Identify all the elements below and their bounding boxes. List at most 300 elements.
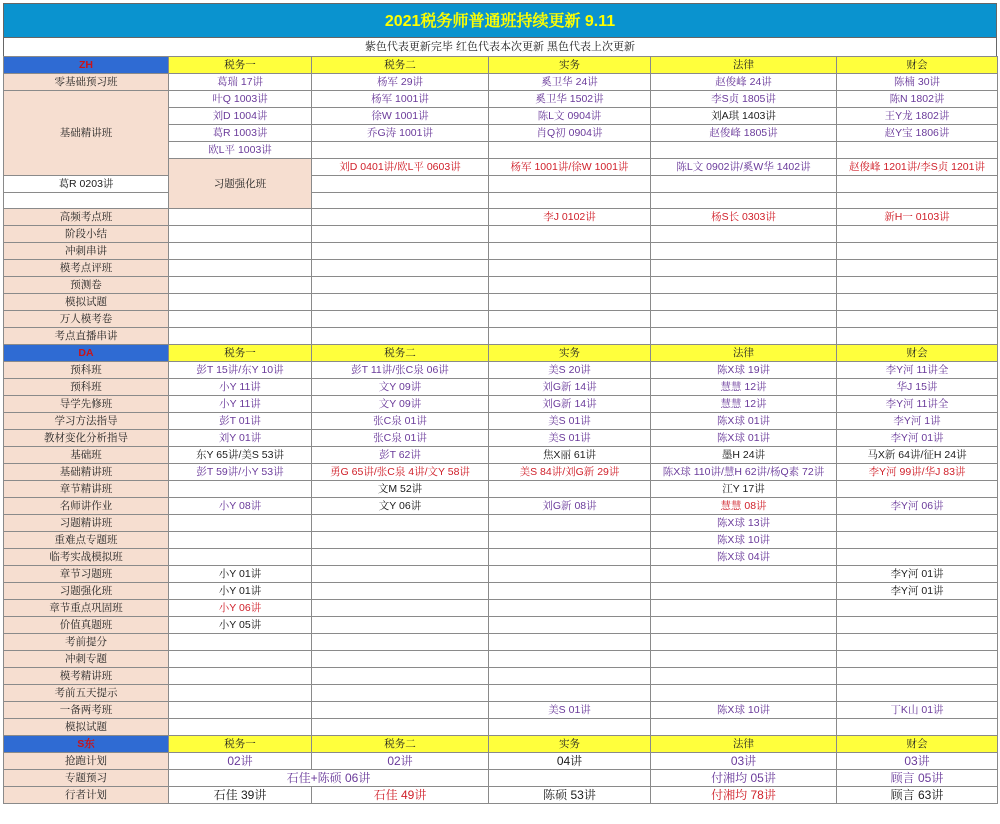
table-row <box>4 396 998 413</box>
cell-text: 04讲 <box>556 754 583 768</box>
cell-text: 奚卫华 1502讲 <box>535 93 604 105</box>
table-cell <box>169 91 312 108</box>
cell-text: 付湘均 78讲 <box>711 788 776 802</box>
section-header-row <box>4 345 998 362</box>
table-cell <box>837 430 998 447</box>
cell-text: 文M 52讲 <box>377 483 423 495</box>
table-cell <box>651 226 837 243</box>
table-cell <box>651 464 837 481</box>
cell-text: 陈X球 01讲 <box>716 432 771 444</box>
table-cell <box>489 125 651 142</box>
table-cell <box>651 481 837 498</box>
table-cell <box>489 787 651 804</box>
table-cell <box>837 396 998 413</box>
cell-text: 石佳 39讲 <box>213 788 267 802</box>
section-header-row <box>4 57 998 74</box>
table-cell <box>837 753 998 770</box>
table-cell <box>489 532 651 549</box>
cell-text: 慧慧 08讲 <box>720 500 767 512</box>
table-row <box>4 634 998 651</box>
cell-text: 叶Q 1003讲 <box>212 93 268 105</box>
table-cell <box>489 430 651 447</box>
table-cell <box>837 770 998 787</box>
cell-text: 李Y河 06讲 <box>890 500 944 512</box>
table-cell <box>651 787 837 804</box>
table-row <box>4 243 998 260</box>
schedule-sheet <box>3 3 997 804</box>
cell-text: 李Y河 01讲 <box>890 568 944 580</box>
table-row <box>4 702 998 719</box>
table-cell <box>312 328 489 345</box>
table-cell <box>651 719 837 736</box>
row-label: 高频考点班 <box>4 209 169 226</box>
table-cell <box>312 209 489 226</box>
cell-text: 葛瑞 17讲 <box>216 76 264 88</box>
table-cell <box>651 328 837 345</box>
table-row <box>4 549 998 566</box>
table-cell <box>169 532 312 549</box>
table-cell <box>169 362 312 379</box>
cell-text: 赵Y宝 1806讲 <box>884 127 950 139</box>
table-cell <box>837 634 998 651</box>
subject-header: 实务 <box>489 345 651 362</box>
cell-text: 彭T 15讲/东Y 10讲 <box>196 364 284 376</box>
row-label: 章节重点巩固班 <box>4 600 169 617</box>
subject-header: 税务二 <box>312 57 489 74</box>
table-cell <box>169 379 312 396</box>
row-label: 教材变化分析指导 <box>4 430 169 447</box>
cell-text: 小Y 01讲 <box>218 585 262 597</box>
table-cell <box>489 515 651 532</box>
cell-text: 刘G新 14讲 <box>542 398 597 410</box>
cell-text: 陈X球 110讲/慧H 62讲/杨Q素 72讲 <box>662 466 825 478</box>
table-cell <box>169 668 312 685</box>
table-cell <box>651 176 837 193</box>
table-cell <box>312 549 489 566</box>
section-header-row <box>4 736 998 753</box>
table-cell <box>489 311 651 328</box>
cell-text: 小Y 11讲 <box>219 398 261 410</box>
table-cell <box>169 430 312 447</box>
table-row <box>4 447 998 464</box>
table-cell <box>651 583 837 600</box>
table-cell <box>651 430 837 447</box>
cell-text: 慧慧 12讲 <box>720 398 767 410</box>
cell-text: 陈X球 13讲 <box>716 517 771 529</box>
table-cell <box>651 108 837 125</box>
table-cell <box>312 413 489 430</box>
table-cell <box>837 362 998 379</box>
cell-text: 勇G 65讲/张C泉 4讲/文Y 58讲 <box>330 466 470 478</box>
row-label: 专题预习 <box>4 770 169 787</box>
row-label: 预测卷 <box>4 277 169 294</box>
table-cell <box>489 668 651 685</box>
cell-text: 赵俊峰 1805讲 <box>709 127 778 139</box>
table-cell <box>312 91 489 108</box>
table-cell <box>312 142 489 159</box>
table-cell <box>169 481 312 498</box>
cell-text: 小Y 05讲 <box>218 619 262 631</box>
cell-text: 刘Y 01讲 <box>218 432 262 444</box>
row-label: 导学先修班 <box>4 396 169 413</box>
cell-text: 新H一 0103讲 <box>884 211 950 223</box>
row-label: 模拟试题 <box>4 294 169 311</box>
cell-text: 文Y 06讲 <box>378 500 422 512</box>
table-cell <box>169 515 312 532</box>
table-cell <box>489 142 651 159</box>
cell-text: 陈楠 30讲 <box>893 76 941 88</box>
table-cell <box>312 125 489 142</box>
table-row <box>4 532 998 549</box>
cell-text: 赵俊峰 24讲 <box>715 76 772 88</box>
table-cell <box>837 243 998 260</box>
cell-text: 李J 0102讲 <box>543 211 596 223</box>
table-cell <box>169 634 312 651</box>
row-label: 万人模考卷 <box>4 311 169 328</box>
table-cell <box>4 193 169 209</box>
subject-header: 法律 <box>651 57 837 74</box>
table-cell <box>651 634 837 651</box>
table-row <box>4 209 998 226</box>
row-label: 考点直播串讲 <box>4 328 169 345</box>
table-cell <box>651 498 837 515</box>
subject-header: 财会 <box>837 57 998 74</box>
table-cell <box>651 311 837 328</box>
cell-text: 陈X球 10讲 <box>716 704 771 716</box>
row-label: 抢跑计划 <box>4 753 169 770</box>
schedule-table <box>3 56 998 804</box>
cell-text: 东Y 65讲/美S 53讲 <box>196 449 284 461</box>
row-label: 预科班 <box>4 379 169 396</box>
color-legend: 紫色代表更新完毕 红色代表本次更新 黑色代表上次更新 <box>3 38 997 56</box>
table-cell <box>837 142 998 159</box>
table-cell <box>651 91 837 108</box>
cell-text: 小Y 01讲 <box>218 568 262 580</box>
table-cell <box>312 617 489 634</box>
cell-text: 墨H 24讲 <box>721 449 766 461</box>
table-cell <box>489 413 651 430</box>
table-cell <box>169 226 312 243</box>
table-row <box>4 719 998 736</box>
table-cell <box>312 464 489 481</box>
table-cell <box>837 125 998 142</box>
row-label: 模考点评班 <box>4 260 169 277</box>
table-cell <box>651 702 837 719</box>
table-cell <box>312 515 489 532</box>
cell-text: 彭T 01讲 <box>219 415 261 427</box>
table-cell <box>489 651 651 668</box>
table-cell <box>169 566 312 583</box>
table-cell <box>651 193 837 209</box>
table-cell <box>489 685 651 702</box>
table-cell <box>489 753 651 770</box>
subject-header: 财会 <box>837 345 998 362</box>
table-cell <box>837 379 998 396</box>
table-cell <box>837 311 998 328</box>
cell-text: 杨军 1001讲/徐W 1001讲 <box>510 161 629 173</box>
table-cell <box>651 74 837 91</box>
subject-header: 税务一 <box>169 57 312 74</box>
table-cell <box>837 600 998 617</box>
subject-header: 法律 <box>651 345 837 362</box>
row-label: 习题强化班 <box>4 583 169 600</box>
table-cell <box>312 702 489 719</box>
table-cell <box>312 362 489 379</box>
table-cell <box>169 294 312 311</box>
cell-text: 彭T 59讲/小Y 53讲 <box>196 466 284 478</box>
table-row <box>4 685 998 702</box>
table-cell <box>489 243 651 260</box>
cell-text: 李S贞 1805讲 <box>711 93 776 105</box>
table-cell <box>312 311 489 328</box>
cell-text: 肖Q初 0904讲 <box>536 127 603 139</box>
table-cell <box>651 532 837 549</box>
table-row <box>4 770 998 787</box>
table-cell <box>312 481 489 498</box>
table-cell <box>489 464 651 481</box>
cell-text: 王Y龙 1802讲 <box>884 110 950 122</box>
table-cell <box>651 243 837 260</box>
cell-text: 石佳+陈硕 06讲 <box>286 771 371 785</box>
table-cell <box>651 379 837 396</box>
table-cell <box>651 600 837 617</box>
table-cell <box>651 362 837 379</box>
subject-header: 税务二 <box>312 736 489 753</box>
table-cell <box>837 532 998 549</box>
table-cell <box>169 413 312 430</box>
table-cell <box>169 142 312 159</box>
cell-text: 陈L文 0902讲/奚W华 1402讲 <box>676 161 811 173</box>
cell-text: 李Y河 11讲全 <box>885 398 949 410</box>
row-label: 模考精讲班 <box>4 668 169 685</box>
cell-text: 02讲 <box>227 754 253 768</box>
table-cell <box>312 108 489 125</box>
table-cell <box>651 617 837 634</box>
cell-text: 小Y 11讲 <box>219 381 261 393</box>
section-name: S东 <box>4 736 169 753</box>
row-label: 学习方法指导 <box>4 413 169 430</box>
row-label: 阶段小结 <box>4 226 169 243</box>
table-cell <box>312 396 489 413</box>
table-row <box>4 481 998 498</box>
table-cell <box>489 549 651 566</box>
table-cell <box>169 108 312 125</box>
table-cell <box>489 74 651 91</box>
table-row <box>4 515 998 532</box>
cell-text: 陈X球 19讲 <box>716 364 771 376</box>
table-cell <box>169 719 312 736</box>
cell-text: 江Y 17讲 <box>722 483 765 495</box>
table-cell <box>489 362 651 379</box>
table-cell <box>489 600 651 617</box>
table-cell <box>837 719 998 736</box>
cell-text: 美S 84讲/刘G新 29讲 <box>519 466 620 478</box>
table-cell <box>651 294 837 311</box>
cell-text: 03讲 <box>904 754 930 768</box>
table-cell <box>837 515 998 532</box>
table-cell <box>312 719 489 736</box>
table-cell <box>312 176 489 193</box>
table-cell <box>312 498 489 515</box>
cell-text: 杨军 1001讲 <box>371 93 429 105</box>
table-cell <box>489 260 651 277</box>
table-cell <box>837 651 998 668</box>
table-row <box>4 226 998 243</box>
table-row <box>4 787 998 804</box>
cell-text: 顾言 05讲 <box>890 771 944 785</box>
section-name: DA <box>4 345 169 362</box>
table-cell <box>312 668 489 685</box>
subject-header: 实务 <box>489 57 651 74</box>
table-cell <box>651 447 837 464</box>
table-cell <box>312 685 489 702</box>
table-cell <box>651 277 837 294</box>
table-cell <box>489 379 651 396</box>
table-cell <box>312 447 489 464</box>
table-cell <box>837 277 998 294</box>
cell-text: 杨军 29讲 <box>376 76 424 88</box>
table-cell <box>489 108 651 125</box>
table-cell <box>651 566 837 583</box>
table-cell <box>837 226 998 243</box>
table-cell <box>489 294 651 311</box>
row-label: 一备两考班 <box>4 702 169 719</box>
table-cell <box>169 787 312 804</box>
cell-text: 小Y 06讲 <box>218 602 262 614</box>
row-label: 章节精讲班 <box>4 481 169 498</box>
cell-text: 美S 20讲 <box>548 364 591 376</box>
table-cell <box>489 396 651 413</box>
table-cell <box>489 91 651 108</box>
row-label: 行者计划 <box>4 787 169 804</box>
row-label: 基础班 <box>4 447 169 464</box>
table-row <box>4 566 998 583</box>
table-cell <box>169 685 312 702</box>
table-cell <box>651 209 837 226</box>
cell-text: 02讲 <box>387 754 413 768</box>
table-row <box>4 753 998 770</box>
table-cell <box>312 583 489 600</box>
table-cell <box>651 142 837 159</box>
table-cell <box>169 125 312 142</box>
table-row <box>4 193 998 209</box>
cell-text: 陈X球 10讲 <box>716 534 771 546</box>
cell-text: 李Y河 99讲/华J 83讲 <box>868 466 966 478</box>
cell-text: 小Y 08讲 <box>218 500 262 512</box>
table-cell <box>489 770 651 787</box>
table-cell <box>169 243 312 260</box>
cell-text: 03讲 <box>730 754 757 768</box>
table-cell <box>169 498 312 515</box>
table-cell <box>651 770 837 787</box>
cell-text: 乔G涛 1001讲 <box>367 127 433 139</box>
table-cell <box>489 719 651 736</box>
table-cell <box>312 379 489 396</box>
table-cell <box>489 447 651 464</box>
row-label: 考前五天提示 <box>4 685 169 702</box>
table-cell <box>312 430 489 447</box>
table-cell <box>489 702 651 719</box>
table-cell <box>837 193 998 209</box>
cell-text: 赵俊峰 1201讲/李S贞 1201讲 <box>849 161 985 173</box>
row-label: 章节习题班 <box>4 566 169 583</box>
cell-text: 美S 01讲 <box>548 432 591 444</box>
cell-text: 李Y河 1讲 <box>893 415 941 427</box>
cell-text: 石佳 49讲 <box>373 788 427 802</box>
table-cell <box>312 566 489 583</box>
schedule-body <box>4 57 998 804</box>
row-label: 基础精讲班 <box>4 91 169 176</box>
table-cell <box>489 583 651 600</box>
table-cell <box>489 176 651 193</box>
table-cell <box>169 549 312 566</box>
cell-text: 徐W 1001讲 <box>371 110 429 122</box>
cell-text: 刘D 0401讲/欧L平 0603讲 <box>339 161 461 173</box>
cell-text: 慧慧 12讲 <box>720 381 767 393</box>
row-label: 名师讲作业 <box>4 498 169 515</box>
table-cell <box>312 159 489 176</box>
table-cell <box>651 159 837 176</box>
subject-header: 税务二 <box>312 345 489 362</box>
cell-text: 杨S长 0303讲 <box>711 211 776 223</box>
table-cell <box>837 617 998 634</box>
cell-text: 张C泉 01讲 <box>373 432 427 444</box>
table-cell <box>489 617 651 634</box>
subject-header: 税务一 <box>169 736 312 753</box>
table-cell <box>837 481 998 498</box>
table-cell <box>169 209 312 226</box>
row-label: 模拟试题 <box>4 719 169 736</box>
table-cell <box>651 396 837 413</box>
table-cell <box>837 566 998 583</box>
table-cell <box>4 176 169 193</box>
row-label: 价值真题班 <box>4 617 169 634</box>
cell-text: 丁K山 01讲 <box>890 704 944 716</box>
table-cell <box>312 260 489 277</box>
row-label: 冲刺串讲 <box>4 243 169 260</box>
table-row <box>4 464 998 481</box>
table-cell <box>489 277 651 294</box>
cell-text: 陈L文 0904讲 <box>537 110 602 122</box>
table-row <box>4 91 998 108</box>
table-cell <box>837 74 998 91</box>
table-row <box>4 617 998 634</box>
table-cell <box>651 413 837 430</box>
row-label: 预科班 <box>4 362 169 379</box>
cell-text: 葛R 1003讲 <box>212 127 268 139</box>
table-cell <box>312 294 489 311</box>
cell-text: 陈N 1802讲 <box>889 93 945 105</box>
cell-text: 美S 01讲 <box>548 704 591 716</box>
cell-text: 顾言 63讲 <box>890 788 944 802</box>
cell-text: 欧L平 1003讲 <box>208 144 272 156</box>
table-cell <box>651 549 837 566</box>
cell-text: 付湘均 05讲 <box>711 771 776 785</box>
table-cell <box>169 396 312 413</box>
table-cell <box>489 328 651 345</box>
table-row <box>4 311 998 328</box>
cell-text: 彭T 11讲/张C泉 06讲 <box>351 364 449 376</box>
table-cell <box>312 600 489 617</box>
row-label: 重难点专题班 <box>4 532 169 549</box>
table-row <box>4 328 998 345</box>
table-cell <box>651 515 837 532</box>
cell-text: 马X新 64讲/征H 24讲 <box>867 449 967 461</box>
table-cell <box>837 549 998 566</box>
cell-text: 陈X球 04讲 <box>716 551 771 563</box>
table-cell <box>837 702 998 719</box>
table-cell <box>651 651 837 668</box>
